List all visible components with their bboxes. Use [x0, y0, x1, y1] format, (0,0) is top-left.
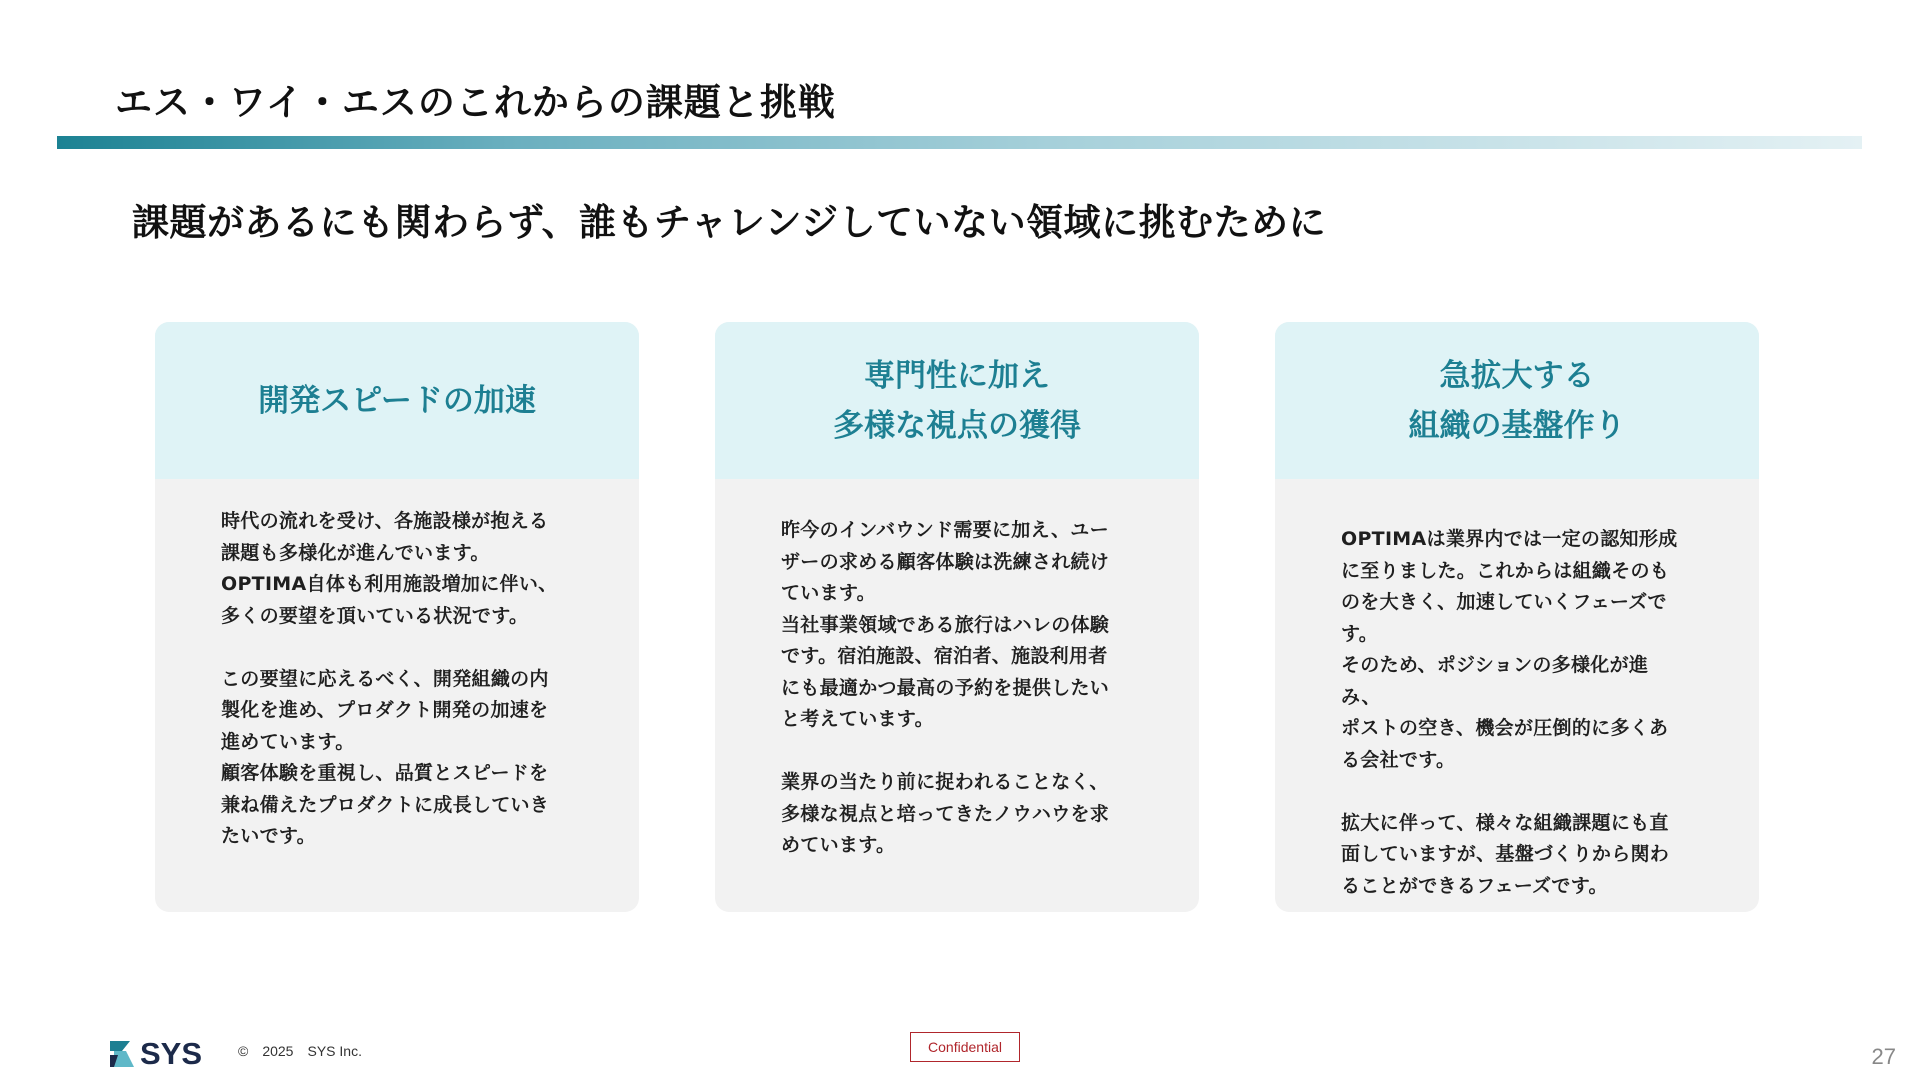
card-title-line: 急拡大する	[1439, 357, 1595, 394]
copyright-notice	[238, 1043, 376, 1059]
logo-text: SYS	[140, 1036, 203, 1071]
body-line: のを大きく、加速していくフェーズで	[1341, 591, 1667, 613]
card-title	[258, 376, 536, 426]
card-diverse-perspectives	[715, 322, 1199, 912]
body-line: 多様な視点と培ってきたノウハウを求	[781, 802, 1110, 825]
card-title-line: 専門性に加え	[864, 357, 1050, 394]
slide-subtitle: 課題があるにも関わらず、誰もチャレンジしていない領域に挑むために	[132, 201, 1327, 244]
copyright-year: 2025	[262, 1043, 294, 1059]
body-line: 当社事業領域である旅行はハレの体験	[781, 613, 1110, 636]
body-line: 面していますが、基盤づくりから関わ	[1341, 843, 1670, 865]
body-line: 昨今のインバウンド需要に加え、ユー	[781, 519, 1109, 541]
slide-title: エス・ワイ・エスのこれからの課題と挑戦	[115, 81, 836, 124]
body-line: そのため、ポジションの多様化が進み、	[1341, 654, 1649, 708]
card-title	[1409, 351, 1626, 451]
body-line: この要望に応えるべく、開発組織の内	[221, 667, 549, 690]
body-line: にも最適かつ最高の予約を提供したい	[781, 676, 1110, 699]
body-line: 課題も多様化が進んでいます。	[221, 541, 490, 564]
body-line: 業界の当たり前に捉われることなく、	[781, 771, 1109, 793]
card-title-line: 多様な視点の獲得	[833, 407, 1081, 444]
copyright-company: SYS Inc.	[307, 1043, 362, 1059]
body-line: 進めています。	[221, 730, 355, 753]
body-line: る会社です。	[1341, 748, 1456, 771]
body-line: に至りました。これからは組織そのも	[1341, 559, 1670, 582]
body-line: ています。	[781, 582, 876, 604]
body-line: と考えています。	[781, 708, 934, 730]
card-title	[833, 351, 1081, 451]
body-line: 拡大に伴って、様々な組織課題にも直	[1341, 811, 1669, 834]
card-organization-foundation	[1275, 322, 1759, 912]
title-underline-bar	[57, 136, 1862, 149]
body-line: 兼ね備えたプロダクトに成長していき	[221, 793, 550, 816]
confidential-badge: Confidential	[910, 1032, 1020, 1062]
body-line: OPTIMA自体も利用施設増加に伴い、	[221, 573, 558, 595]
body-line: 多くの要望を頂いている状況です。	[221, 604, 529, 627]
card-body	[1275, 479, 1759, 902]
card-header	[155, 322, 639, 479]
body-line: OPTIMAは業界内では一定の認知形成	[1341, 528, 1678, 550]
sys-logo-mark-icon	[108, 1039, 136, 1069]
card-header	[715, 322, 1199, 479]
body-line: めています。	[781, 834, 896, 856]
body-line: ポストの空き、機会が圧倒的に多くあ	[1341, 717, 1669, 739]
paragraph-gap	[1341, 776, 1683, 808]
card-development-speed	[155, 322, 639, 912]
body-line: 製化を進め、プロダクト開発の加速を	[221, 699, 549, 721]
body-line: です。宿泊施設、宿泊者、施設利用者	[781, 645, 1108, 667]
body-line: ることができるフェーズです。	[1341, 874, 1608, 897]
copyright-symbol: ©	[238, 1043, 249, 1059]
card-title-line: 開発スピードの加速	[258, 382, 536, 419]
body-line: ザーの求める顧客体験は洗練され続け	[781, 550, 1110, 573]
card-body	[155, 479, 639, 853]
card-body	[715, 479, 1199, 862]
body-line: す。	[1341, 622, 1379, 645]
body-line: たいです。	[221, 825, 316, 847]
card-header	[1275, 322, 1759, 479]
card-title-line: 組織の基盤作り	[1408, 407, 1626, 444]
body-line: 時代の流れを受け、各施設様が抱える	[221, 510, 549, 532]
paragraph-gap	[781, 736, 1123, 768]
body-line: 顧客体験を重視し、品質とスピードを	[221, 762, 549, 784]
page-number: 27	[1871, 1044, 1896, 1069]
paragraph-gap	[221, 632, 563, 664]
company-logo	[108, 1036, 202, 1072]
